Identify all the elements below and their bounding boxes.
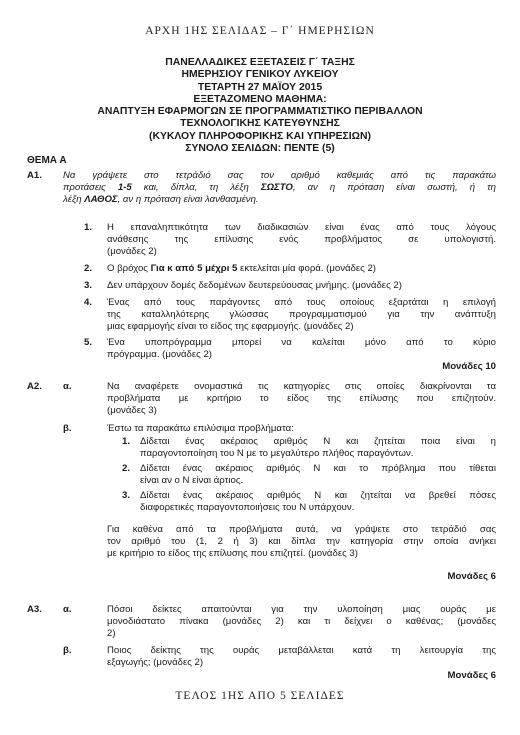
exam-title-line: ΤΕΧΝΟΛΟΓΙΚΗΣ ΚΑΤΕΥΘΥΝΣΗΣ: [180, 118, 340, 130]
exam-title-line: ΠΑΝΕΛΛΑΔΙΚΕΣ ΕΞΕΤΑΣΕΙΣ Γ΄ ΤΑΞΗΣ: [165, 57, 355, 68]
text-line: μιας εφαρμογής είναι το είδος της εφαρμογής. (μονάδες 2): [107, 321, 354, 332]
page-top-header: ΑΡΧΗ 1ΗΣ ΣΕΛΙΔΑΣ – Γ΄ ΗΜΕΡΗΣΙΩΝ: [145, 25, 375, 37]
exam-title-line: ΕΞΕΤΑΖΟΜΕΝΟ ΜΑΘΗΜΑ:: [193, 93, 327, 105]
exam-title-block: [0, 57, 520, 155]
a2-beta-closing: [107, 524, 496, 560]
exam-title-line: ΣΥΝΟΛΟ ΣΕΛΙΔΩΝ: ΠΕΝΤΕ (5): [185, 143, 335, 155]
exam-title-line: (ΚΥΚΛΟΥ ΠΛΗΡΟΦΟΡΙΚΗΣ ΚΑΙ ΥΠΗΡΕΣΙΩΝ): [149, 130, 371, 142]
text-line: Ο βρόχος Για κ από 5 μέχρι 5 εκτελείται μία φορά. (μονάδες 2): [107, 263, 376, 274]
a1-item-text: [107, 337, 496, 361]
text-line: τον αριθμό του (1, 2 ή 3) και δίπλα την κατηγορία στην οποία ανήκει: [107, 536, 496, 547]
a1-item-number: 2.: [84, 263, 93, 274]
text-line: προβλήματα με κριτήριο το είδος της επίλυσης που επιζητούν.: [107, 393, 496, 404]
a2-alpha-text: [107, 381, 496, 417]
question-a1-intro: [63, 170, 496, 206]
text-line: της καταλληλότερης γλώσσας προγραμματισμού για την ανάπτυξη: [107, 309, 496, 320]
text-line: (μονάδες 3): [107, 405, 157, 416]
text-line: λέξη ΛΑΘΟΣ, αν η πρόταση είναι λανθασμένη.: [63, 194, 259, 205]
a2-beta-item-text: [140, 490, 496, 514]
page-footer: ΤΕΛΟΣ 1ΗΣ ΑΠΟ 5 ΣΕΛΙΔΕΣ: [175, 690, 345, 702]
a2-beta-item-number: 3.: [122, 490, 131, 501]
text-line: Η επαναληπτικότητα των διαδικασιών είναι ένας από τους λόγους: [107, 222, 496, 233]
text-line: Δίδεται ένας ακέραιος αριθμός Ν και ζητείται να βρεθεί πόσες: [140, 490, 496, 501]
bold-run: 1-5: [117, 182, 132, 193]
a1-item-number: 5.: [84, 337, 93, 348]
a1-marks: Μονάδες 10: [442, 361, 496, 372]
a3-beta-letter: β.: [63, 645, 72, 656]
question-a2-label: Α2.: [27, 381, 42, 392]
text-line: πρόγραμμα. (μονάδες 2): [107, 349, 212, 360]
exam-title-line: ΤΕΤΑΡΤΗ 27 ΜΑΪΟΥ 2015: [197, 81, 323, 93]
a2-marks: Μονάδες 6: [447, 571, 496, 582]
text-line: μονοδιάστατο πίνακα (μονάδες 2) και τι δείχνει ο καθένας; (μονάδες: [107, 616, 496, 627]
theme-a-heading: ΘΕΜΑ Α: [27, 155, 67, 166]
a2-beta-item-text: [140, 463, 496, 487]
exam-title-line: ΗΜΕΡΗΣΙΟΥ ΓΕΝΙΚΟΥ ΛΥΚΕΙΟΥ: [181, 69, 339, 81]
question-a3-label: Α3.: [27, 604, 42, 615]
text-line: προτάσεις 1-5 και, δίπλα, τη λέξη ΣΩΣΤΟ, αν η πρόταση είναι σωστή, ή τη: [63, 182, 496, 193]
a3-beta-text: [107, 645, 496, 669]
a2-beta-letter: β.: [63, 423, 72, 434]
text-line: Δεν υπάρχουν δομές δεδομένων δευτερεύουσας μνήμης. (μονάδες 2): [107, 280, 402, 291]
a1-item-text: [107, 297, 496, 333]
text-line: Για καθένα από τα προβλήματα αυτά, να γράψετε στο τετράδιό σας: [107, 524, 496, 535]
a1-item-text: [107, 280, 496, 292]
a3-marks: Μονάδες 6: [447, 670, 496, 681]
text-line: με κριτήριο το είδος της επίλυσης που επιζητεί. (μονάδες 3): [107, 548, 358, 559]
bold-run: ΛΑΘΟΣ: [84, 194, 118, 205]
bold-run: Για κ από 5 μέχρι 5: [150, 263, 238, 274]
text-line: Πόσοι δείκτες απαιτούνται για την υλοποίηση μιας ουράς με: [107, 604, 496, 615]
a3-alpha-letter: α.: [63, 604, 72, 615]
a2-alpha-letter: α.: [63, 381, 72, 392]
text-line: παραγοντοποίηση του Ν με το μεγαλύτερο πλήθος παραγόντων.: [140, 448, 414, 459]
a2-beta-item-number: 1.: [122, 436, 131, 447]
a1-item-number: 1.: [84, 222, 93, 233]
text-line: Να αναφέρετε ονομαστικά τις κατηγορίες στις οποίες διακρίνονται τα: [107, 381, 496, 392]
text-line: Να γράψετε στο τετράδιό σας τον αριθμό καθεμιάς από τις παρακάτω: [63, 170, 496, 181]
a1-item-number: 3.: [84, 280, 93, 291]
text-line: Δίδεται ένας ακέραιος αριθμός Ν και το πρόβλημα που τίθεται: [140, 463, 496, 474]
text-line: Ένα υποπρόγραμμα μπορεί να καλείται μόνο από το κύριο: [107, 337, 496, 348]
text-line: (μονάδες 2): [107, 246, 157, 257]
text-line: Ένας από τους παράγοντες από τους οποίους εξαρτάται η επιλογή: [107, 297, 496, 308]
a1-item-text: [107, 222, 496, 258]
a1-item-text: [107, 263, 496, 275]
text-line: διαφορετικές παραγοντοποιήσεις του Ν υπάρχουν.: [140, 502, 355, 513]
text-line: εξαγωγής; (μονάδες 2): [107, 657, 204, 668]
a1-item-number: 4.: [84, 297, 93, 308]
a3-alpha-text: [107, 604, 496, 640]
bold-run: ΣΩΣΤΟ: [260, 182, 293, 193]
a2-beta-item-text: [140, 436, 496, 460]
exam-title-line: ΑΝΑΠΤΥΞΗ ΕΦΑΡΜΟΓΩΝ ΣΕ ΠΡΟΓΡΑΜΜΑΤΙΣΤΙΚΟ ΠΕΡΙΒΑΛΛΟΝ: [97, 106, 423, 118]
text-line: Ποιος δείκτης της ουράς μεταβάλλεται κατά τη λειτουργία της: [107, 645, 496, 656]
text-line: 2): [107, 628, 116, 639]
a2-beta-item-number: 2.: [122, 463, 131, 474]
text-line: ανάθεσης της επίλυσης ενός προβλήματος σε υπολογιστή.: [107, 234, 496, 245]
text-line: Δίδεται ένας ακέραιος αριθμός Ν και ζητείται ποια είναι η: [140, 436, 496, 447]
text-line: είναι αν ο Ν είναι άρτιος.: [140, 475, 244, 486]
question-a1-label: Α1.: [27, 170, 42, 181]
a2-beta-intro: Έστω τα παρακάτω επιλύσιμα προβλήματα:: [107, 423, 294, 434]
